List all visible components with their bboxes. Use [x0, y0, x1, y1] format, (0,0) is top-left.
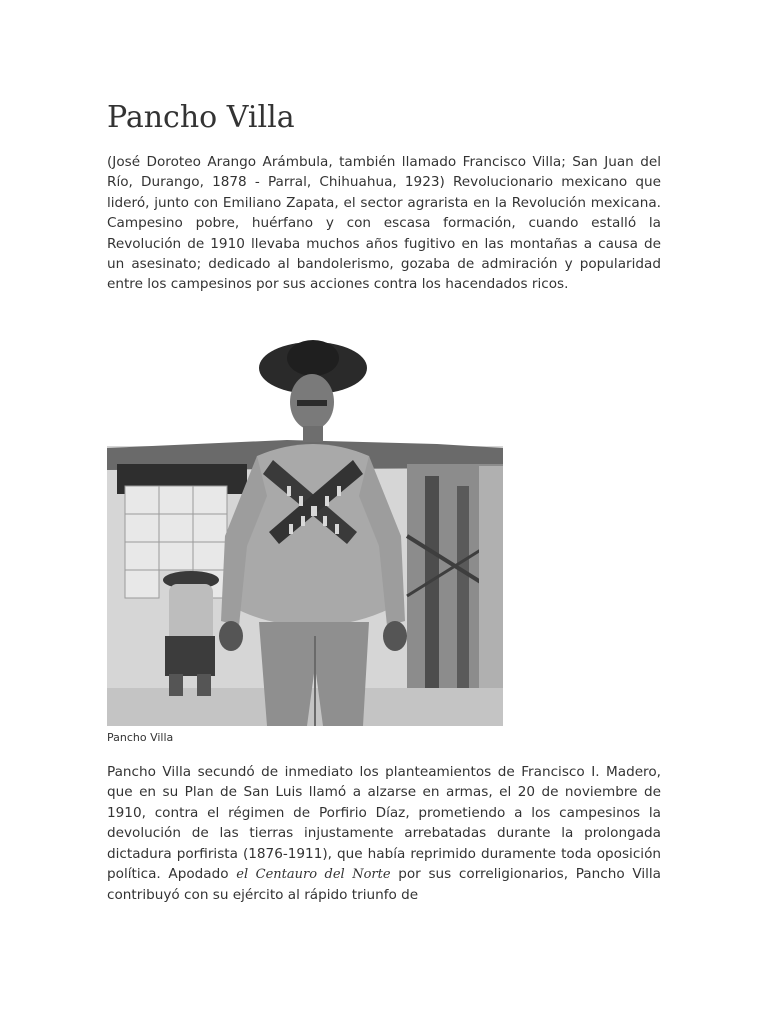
body-text-end: por sus correligionarios, Pancho Villa contribuyó con su ejército al rápido triunfo de	[107, 866, 661, 904]
pancho-villa-photo	[107, 336, 503, 726]
photo-caption: Pancho Villa	[107, 731, 174, 744]
body-text-start: Pancho Villa secundó de inmediato los planteamientos de Francisco I. Madero, que en su Plan de San Luis llamó a alzarse en armas, el 20 de noviembre de 1910, contra el régimen de Porfirio Díaz, prometiendo a los campesinos la devolución de las tierras injustamente arrebatadas durante la prolongada dictadura porfirista (1876-1911), que había reprimido duramente toda oposición política. Apodado	[107, 764, 661, 883]
body-paragraph	[107, 762, 661, 906]
page-title: Pancho Villa	[107, 100, 295, 135]
nickname-italic: el Centauro del Norte	[236, 867, 391, 883]
intro-paragraph: (José Doroteo Arango Arámbula, también llamado Francisco Villa; San Juan del Río, Durango, 1878 - Parral, Chihuahua, 1923) Revolucionario mexicano que lideró, junto con Emiliano Zapata, el sector agrarista en la Revolución mexicana. Campesino pobre, huérfano y con escasa formación, cuando estalló la Revolución de 1910 llevaba muchos años fugitivo en las montañas a causa de un asesinato; dedicado al bandolerismo, gozaba de admiración y popularidad entre los campesinos por sus acciones contra los hacendados ricos.	[107, 154, 661, 293]
